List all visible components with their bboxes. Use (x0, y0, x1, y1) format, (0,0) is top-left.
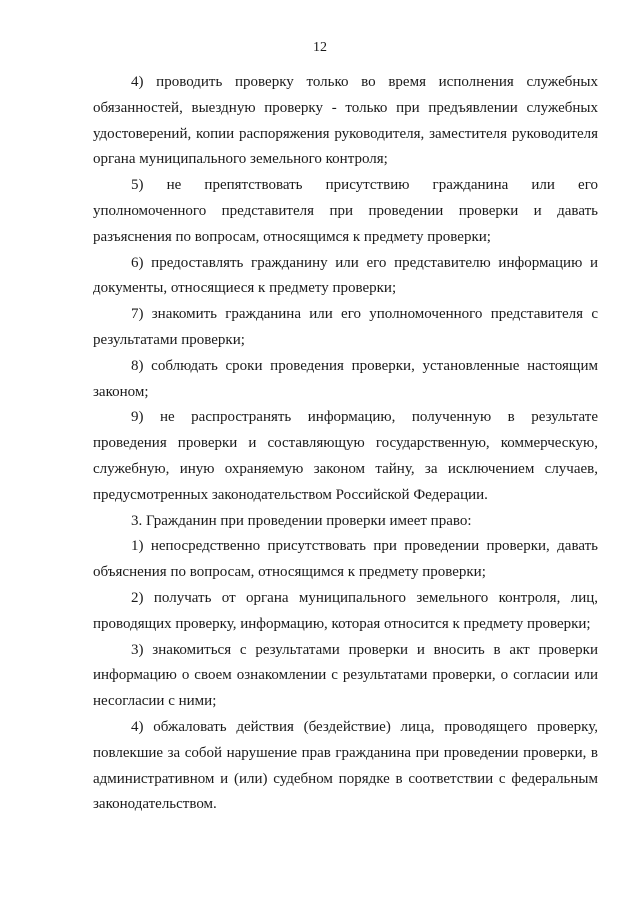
paragraph-duty-4: 4) проводить проверку только во время исполнения служебных обязанностей, выездную проверку - только при предъявлении служебных удостоверений, копии распоряжения руководителя, заместителя руководителя органа муниципального земельного контроля; (93, 74, 598, 168)
paragraph-section-3-heading: 3. Гражданин при проведении проверки имеет право: (131, 512, 472, 529)
paragraph-right-4: 4) обжаловать действия (бездействие) лица, проводящего проверку, повлекшие за собой нарушение прав гражданина при проведении проверки, в административном и (или) судебном порядке в соответствии с федеральным законодательством. (93, 718, 598, 813)
paragraph-right-2: 2) получать от органа муниципального земельного контроля, лиц, проводящих проверку, информацию, которая относится к предмету проверки; (93, 589, 598, 632)
paragraph-duty-6: 6) предоставлять гражданину или его представителю информацию и документы, относящиеся к предмету проверки; (93, 254, 598, 297)
paragraph-right-3: 3) знакомиться с результатами проверки и вносить в акт проверки информацию о своем ознакомлении с результатами проверки, о согласии или несогласии с ними; (93, 641, 598, 710)
document-body (93, 70, 598, 818)
paragraph-duty-7: 7) знакомить гражданина или его уполномоченного представителя с результатами проверки; (93, 306, 598, 348)
paragraph-duty-8: 8) соблюдать сроки проведения проверки, установленные настоящим законом; (93, 357, 598, 400)
paragraph-duty-5: 5) не препятствовать присутствию гражданина или его уполномоченного представителя при проведении проверки и давать разъяснения по вопросам, относящимся к предмету проверки; (93, 177, 598, 245)
page-number: 12 (313, 40, 327, 55)
paragraph-duty-9: 9) не распространять информацию, полученную в результате проведения проверки и составляющую государственную, коммерческую, служебную, иную охраняемую законом тайну, за исключением случаев, предусмотренных законодательством Российской Федерации. (93, 409, 598, 503)
paragraph-right-1: 1) непосредственно присутствовать при проведении проверки, давать объяснения по вопросам, относящимся к предмету проверки; (93, 538, 598, 581)
